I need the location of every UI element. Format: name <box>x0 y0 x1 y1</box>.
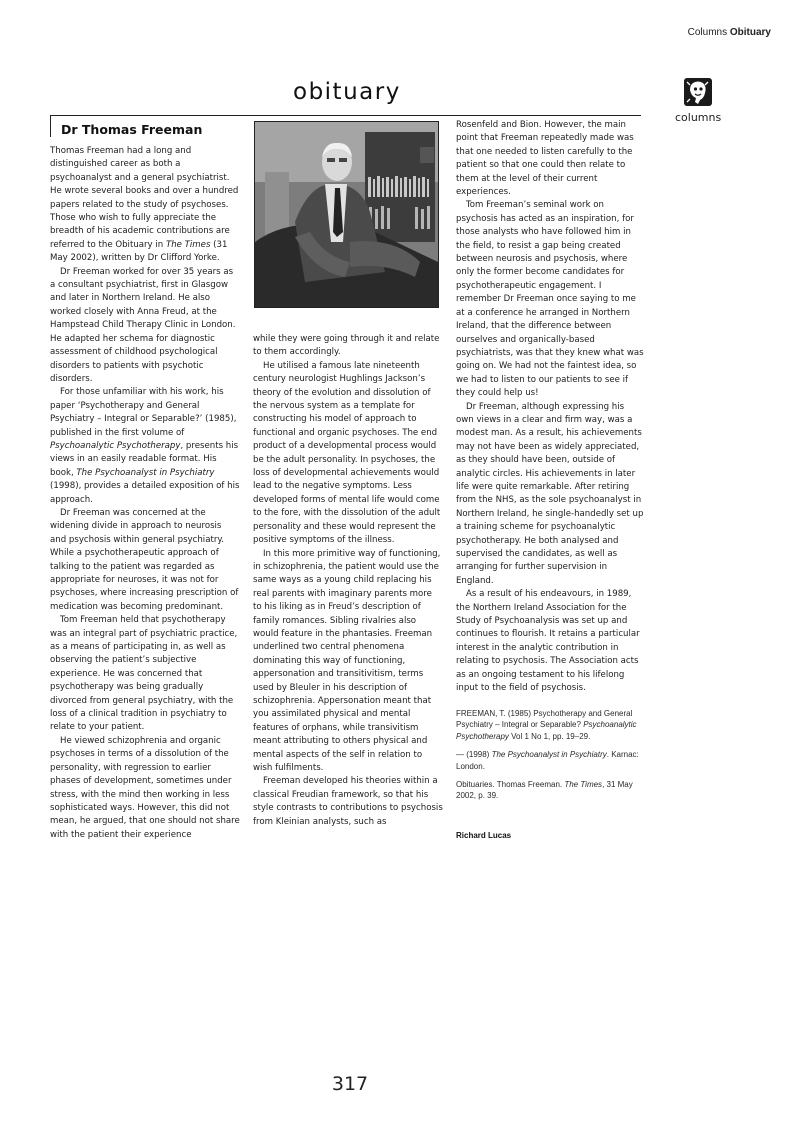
photo-illustration <box>255 122 438 307</box>
text-column-2 <box>253 333 443 829</box>
portrait-photo <box>254 121 439 308</box>
paragraph: Dr Freeman worked for over 35 years as a consultant psychiatrist, first in Glasgow and later in Northern Ireland. He also worked closely with Anna Freud, at the Hampstead Child Therapy Clinic in London. He adapted her schema for diagnostic assessment of childhood psychological disorders to patients with psychotic disorders. <box>50 266 236 384</box>
reference-item: FREEMAN, T. (1985) Psychotherapy and General Psychiatry – Integral or Separable? Psychoanalytic Psychotherapy Vol 1 No 1, pp. 19–29. <box>456 709 637 741</box>
reference-item: — (1998) The Psychoanalyst in Psychiatry. Karnac: London. <box>456 750 639 771</box>
paragraph: while they were going through it and relate to them accordingly. <box>253 334 440 358</box>
paragraph: Freeman developed his theories within a classical Freudian framework, so that his style contrasts to contributions to psychosis from Kleinian analysts, such as <box>253 776 443 827</box>
heading-rule <box>50 115 641 116</box>
paragraph: For those unfamiliar with his work, his paper ‘Psychotherapy and General Psychiatry – Integral or Separable?’ (1985), published in the first volume of Psychoanalytic Psychotherapy, presents his views in an easily readable format. His book, The Psychoanalyst in Psychiatry (1998), provides a detailed exposition of his approach. <box>50 387 240 505</box>
columns-face-icon <box>684 78 712 106</box>
paragraph: Dr Freeman, although expressing his own views in a clear and firm way, was a modest man. As a result, his achievements may not have been as widely appreciated, as they should have been, outside of analytic circles. His achievements in later life were quite remarkable. After retiring from the NHS, as the sole psychoanalyst in Northern Ireland, he single-handedly set up a training scheme for psychoanalytic psychotherapy. He both analysed and supervised the candidates, as well as arranging for further supervision in England. <box>456 401 644 586</box>
paragraph: Tom Freeman held that psychotherapy was an integral part of psychiatric practice, as a means of participating in, as well as observing the patient’s subjective experience. He was concerned that psychotherapy was being gradually divorced from general psychiatry, with the loss of a clinical tradition in psychiatry to relate to your patient. <box>50 615 238 733</box>
paragraph: Rosenfeld and Bion. However, the main point that Freeman repeatedly made was that one needed to listen carefully to the patient so that one could then relate to them at the level of their current experiences. <box>456 120 634 198</box>
text-column-3 <box>456 119 644 695</box>
text-column-1 <box>50 145 240 842</box>
paragraph: He utilised a famous late nineteenth century neurologist Hughlings Jackson’s theory of the evolution and dissolution of the nervous system as a template for constructing his model of approach to functional and organic psychoses. The end product of a developmental process would be the adult personality. In psychoses, the loss of developmental achievements would lead to the negative symptoms. Less developed forms of mental life would come to the fore, with the dissolution of the adult personality and these would represent the positive symptoms of the illness. <box>253 360 441 546</box>
author-name: Richard Lucas <box>456 831 512 840</box>
article-title: Dr Thomas Freeman <box>61 122 203 137</box>
paragraph: As a result of his endeavours, in 1989, the Northern Ireland Association for the Study of Psychoanalysis was set up and continues to flourish. It retains a particular interest in the analytic contribution in relating to psychosis. The Association acts as an ongoing testament to his lifelong input to the field of psychosis. <box>456 589 640 694</box>
paragraph: In this more primitive way of functioning, in schizophrenia, the patient would use the same ways as a young child replacing his real parents with imaginary parents more to his liking as in Freud’s description of family romances. Sibling rivalries also would feature in the phantasies. Freeman underlined two central phenomena dominating this way of functioning, appersonation and transitivitism, terms used by Bleuler in his description of schizophrenia. Appersonation meant that you assimilated physical and mental features of orphans, while transivitism meant attributing to others physical and mental aspects of the self in relation to wish fulfilments. <box>253 548 441 773</box>
running-head-section: Columns <box>687 27 728 38</box>
title-side-rule <box>50 115 51 137</box>
running-head <box>688 27 771 38</box>
paragraph: Thomas Freeman had a long and distinguished career as both a psychoanalyst and a general psychiatrist. He wrote several books and over a hundred papers related to the study of psychoses. Those who wish to fully appreciate the breadth of his academic contributions are referred to the Obituary in The Times (31 May 2002), written by Dr Clifford Yorke. <box>50 146 239 264</box>
reference-item: Obituaries. Thomas Freeman. The Times, 31 May 2002, p. 39. <box>456 780 633 801</box>
paragraph: Dr Freeman was concerned at the widening divide in approach to neurosis and psychosis within general psychiatry. While a psychotherapeutic approach of talking to the patient was regarded as appropriate for neuroses, it was not for psychoses, where increasing prescription of medication was becoming predominant. <box>50 507 239 612</box>
paragraph: He viewed schizophrenia and organic psychoses in terms of a dissolution of the personality, with regression to earlier phases of development, sometimes under stress, with the mind then working in less sophisticated ways. However, this did not mean, he argued, that one should not share with the patient their experience <box>50 735 240 840</box>
section-heading: obituary <box>293 79 401 105</box>
columns-label: columns <box>675 111 722 124</box>
paragraph: Tom Freeman’s seminal work on psychosis has acted as an inspiration, for those analysts who have followed him in the field, to resist a gap being created between neurosis and psychosis, where only the former become candidates for psychotherapeutic engagement. I remember Dr Freeman once saying to me at a conference he arranged in Northern Ireland, that the difference between ourselves and organically-based psychiatrists, was that they knew what was going on. We had not the faintest idea, so we had to listen to our patients to see if they could help us! <box>456 200 644 399</box>
references <box>456 708 644 809</box>
page-number: 317 <box>331 1073 369 1095</box>
running-head-title: Obituary <box>729 27 771 38</box>
